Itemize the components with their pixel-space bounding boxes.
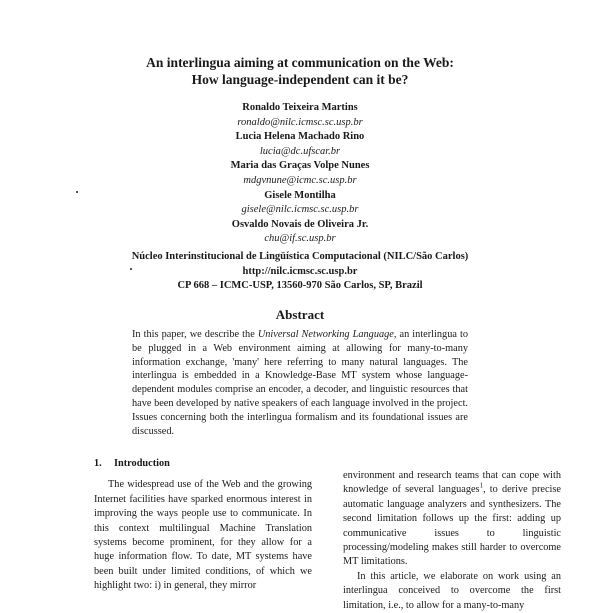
abstract-heading: Abstract [275, 307, 325, 322]
affiliation-institution: Núcleo Interinstitucional de Lingüística Computacional (NILC/São Carlos) [131, 251, 469, 262]
affiliation [0, 250, 600, 294]
author-name: Osvaldo Novais de Oliveira Jr. [231, 218, 369, 230]
scan-speck [76, 191, 78, 193]
title-line-1: An interlingua aiming at communication on the Web: [146, 55, 454, 70]
author-name: Ronaldo Teixeira Martins [242, 102, 358, 113]
section-number: 1. [94, 458, 102, 469]
right-paragraph-text-rest: , to derive precise automatic language analyzers and synthesizers. The second limitation follows up the first: adding up communicative issues to linguistic processing/modeling makes still harder to overcome MT limitations. [343, 484, 561, 568]
right-paragraph: In this article, we elaborate on work using an interlingua conceived to overcome the first limitation, i.e., to allow for a many-to-many [343, 570, 561, 611]
affiliation-address: CP 668 – ICMC-USP, 13560-970 São Carlos, SP, Brazil [177, 280, 423, 291]
section-heading-introduction [94, 457, 312, 471]
author-name: Maria das Graças Volpe Nunes [230, 160, 370, 172]
intro-paragraph: The widespread use of the Web and the growing Internet facilities have sparked enormous interest in improving the ways people use to communicate. In this context multilingual Machine Translation systems become prominent, for they allow for a huge information flow. To date, MT systems have been built under limited conditions, of which we highlight two: i) in general, they mirror [94, 479, 312, 592]
author-email: mdgvnune@icmc.sc.usp.br [243, 174, 357, 186]
author-email: lucia@dc.ufscar.br [259, 145, 341, 157]
right-paragraph-continued [343, 469, 561, 570]
author-name: Lucia Helena Machado Rino [235, 131, 365, 143]
author-email: gisele@nilc.icmsc.sc.usp.br [241, 204, 359, 216]
footnote-marker: 1 [479, 481, 484, 490]
abstract-text-start: In this paper, we describe the [132, 329, 258, 340]
affiliation-url: http://nilc.icmsc.sc.usp.br [242, 265, 358, 277]
author-email: ronaldo@nilc.icmsc.sc.usp.br [237, 116, 363, 128]
abstract-body [132, 328, 468, 438]
section-title: Introduction [114, 458, 170, 469]
author-email: chu@if.sc.usp.br [264, 233, 336, 245]
right-column [343, 469, 561, 613]
left-column [94, 457, 312, 594]
abstract-term: Universal Networking Language [257, 329, 394, 340]
scan-speck [130, 268, 132, 270]
title-line-2: How language-independent can it be? [191, 72, 409, 87]
paper-title [0, 54, 600, 88]
right-paragraph-text: environment and research teams that can cope with knowledge of several languages [343, 470, 561, 496]
abstract-text-rest: , an interlingua to be plugged in a Web environment aiming at allowing for many-to-many information exchange, 'many' here referring to many natural languages. The interlingua is embedded in a Knowledge-Base MT system whose language-dependent modules comprise an encoder, a decoder, and linguistic resources that have been developed by native speakers of each language involved in the project. Issues concerning both the interlingua formalism and its foundational issues are discussed. [132, 329, 468, 437]
author-name: Gisele Montilha [264, 189, 336, 201]
author-list [0, 101, 600, 247]
